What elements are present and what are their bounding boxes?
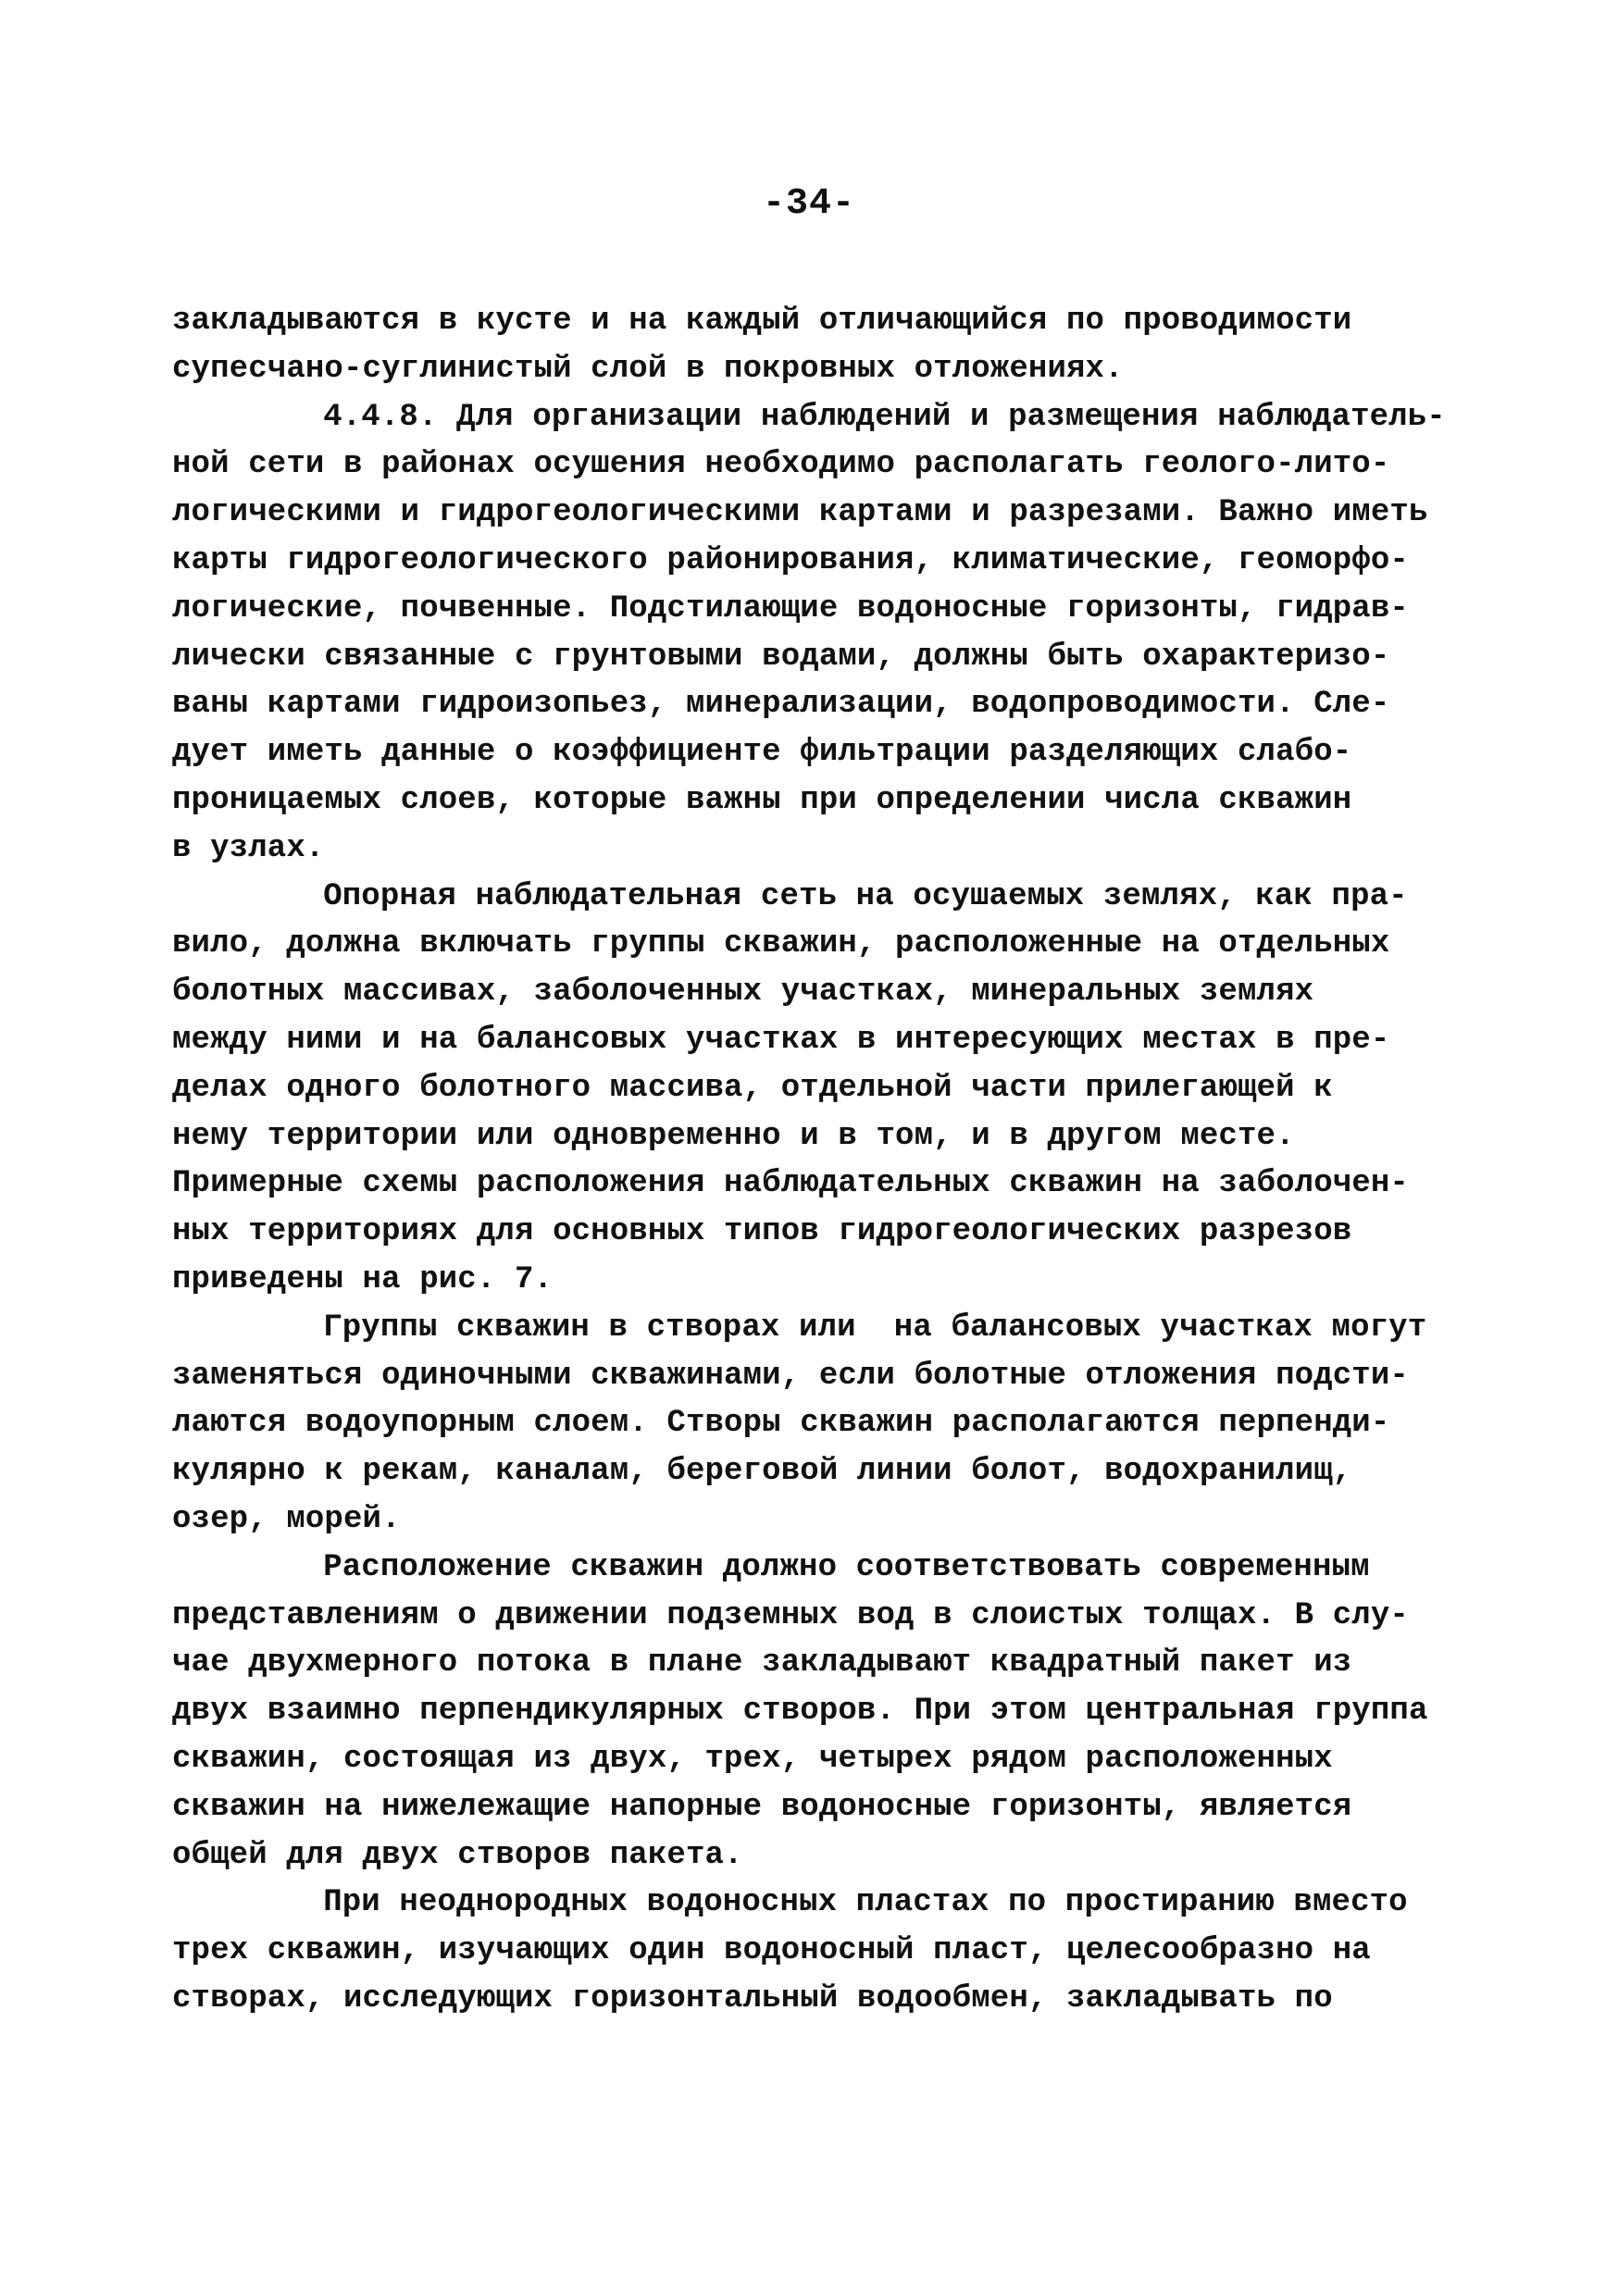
body-text [172, 298, 1468, 2024]
text-line: нему территории или одновременно и в том, и в другом месте. [172, 1118, 1295, 1154]
text-line: 4.4.8. Для организации наблюдений и размещения наблюдатель- [323, 399, 1446, 435]
text-line: карты гидрогеологического районирования, климатические, геоморфо- [172, 542, 1409, 578]
text-line: заменяться одиночными скважинами, если болотные отложения подсти- [172, 1358, 1409, 1394]
text-line: в узлах. [172, 830, 325, 866]
text-line: между ними и на балансовых участках в интересующих местах в пре- [172, 1022, 1390, 1058]
text-line: Опорная наблюдательная сеть на осушаемых землях, как пра- [323, 878, 1408, 914]
text-line: лаются водоупорным слоем. Створы скважин располагаются перпенди- [172, 1406, 1390, 1442]
text-line: скважин, состоящая из двух, трех, четырех рядом расположенных [172, 1741, 1333, 1777]
text-line: трех скважин, изучающих один водоносный пласт, целесообразно на [172, 1933, 1371, 1969]
text-line: закладываются в кусте и на каждый отличающийся по проводимости [172, 304, 1352, 339]
text-line: вило, должна включать группы скважин, расположенные на отдельных [172, 926, 1390, 962]
text-line: дует иметь данные о коэффициенте фильтрации разделяющих слабо- [172, 735, 1352, 771]
text-line: скважин на нижележащие напорные водоносные горизонты, является [172, 1789, 1352, 1825]
text-line: болотных массивах, заболоченных участках, минеральных землях [172, 974, 1314, 1011]
text-line: супесчано-суглинистый слой в покровных отложениях. [172, 351, 1124, 387]
text-line: кулярно к рекам, каналам, береговой линии болот, водохранилищ, [172, 1454, 1352, 1490]
text-line: створах, исследующих горизонтальный водообмен, закладывать по [172, 1980, 1333, 2017]
text-line: проницаемых слоев, которые важны при определении числа скважин [172, 782, 1352, 818]
text-line: ных территориях для основных типов гидрогеологических разрезов [172, 1214, 1352, 1250]
text-line: Расположение скважин должно соответствовать современным [323, 1549, 1370, 1585]
text-line: делах одного болотного массива, отдельной части прилегающей к [172, 1070, 1333, 1106]
text-line: чае двухмерного потока в плане закладывают квадратный пакет из [172, 1645, 1352, 1682]
text-line: логическими и гидрогеологическими картами и разрезами. Важно иметь [172, 495, 1428, 531]
text-line: Примерные схемы расположения наблюдательных скважин на заболочен- [172, 1166, 1409, 1202]
text-line: ваны картами гидроизопьез, минерализации, водопроводимости. Сле- [172, 687, 1390, 723]
text-line: озер, морей. [172, 1501, 401, 1537]
page-number: -34- [762, 183, 855, 225]
text-line: приведены на рис. 7. [172, 1261, 554, 1297]
text-line: логические, почвенные. Подстилающие водоносные горизонты, гидрав- [172, 590, 1409, 627]
text-line: Группы скважин в створах или на балансовых участках могут [323, 1309, 1427, 1346]
text-line: ной сети в районах осушения необходимо располагать геолого-лито- [172, 447, 1390, 483]
text-line: При неоднородных водоносных пластах по простиранию вместо [323, 1885, 1408, 1921]
text-line: представлениям о движении подземных вод в слоистых толщах. В слу- [172, 1597, 1409, 1633]
text-line: общей для двух створов пакета. [172, 1837, 743, 1873]
text-line: лически связанные с грунтовыми водами, должны быть охарактеризо- [172, 639, 1390, 675]
text-line: двух взаимно перпендикулярных створов. При этом центральная группа [172, 1694, 1428, 1730]
